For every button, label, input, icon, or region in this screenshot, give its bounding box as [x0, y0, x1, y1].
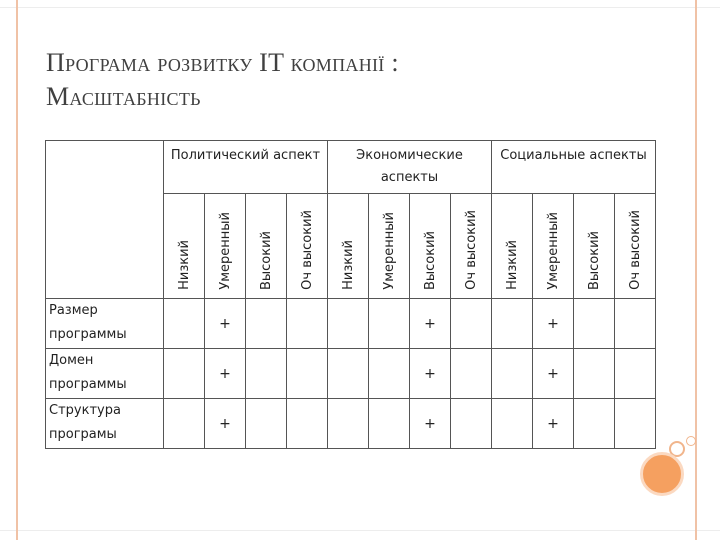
mark-cell: + [205, 399, 246, 449]
mark-cell [328, 299, 369, 349]
level-label: Оч высокий [627, 210, 643, 290]
mark-cell [574, 399, 615, 449]
level-header [451, 194, 492, 299]
level-header [574, 194, 615, 299]
level-header [287, 194, 328, 299]
level-label: Низкий [176, 240, 192, 290]
mark-cell [492, 349, 533, 399]
mark-cell [574, 349, 615, 399]
mark-cell: + [533, 399, 574, 449]
level-header [328, 194, 369, 299]
slide-title-line1: Програма розвитку IT компанії : [46, 48, 399, 77]
top-rule [0, 7, 720, 8]
mark-cell [164, 399, 205, 449]
row-label-size: Размер программы [46, 299, 164, 349]
level-header [246, 194, 287, 299]
mark-cell [164, 349, 205, 399]
mark-cell [615, 399, 656, 449]
mark-cell: + [533, 349, 574, 399]
mark-cell [246, 399, 287, 449]
level-label: Умеренный [217, 212, 233, 290]
mark-cell [615, 349, 656, 399]
mark-cell [328, 349, 369, 399]
mark-cell [164, 299, 205, 349]
mark-cell: + [205, 349, 246, 399]
mark-cell [287, 299, 328, 349]
level-label: Высокий [586, 230, 602, 290]
level-header [164, 194, 205, 299]
mark-cell [451, 399, 492, 449]
mark-cell [574, 299, 615, 349]
mark-cell [369, 399, 410, 449]
mark-cell [328, 399, 369, 449]
scale-table [45, 140, 656, 449]
mark-cell [615, 299, 656, 349]
level-header [615, 194, 656, 299]
row-label-domain: Домен программы [46, 349, 164, 399]
mark-cell: + [410, 299, 451, 349]
mark-cell: + [410, 349, 451, 399]
slide-title-line2: Масштабність [46, 82, 201, 111]
table-row [46, 399, 656, 449]
level-header [410, 194, 451, 299]
level-label: Умеренный [381, 212, 397, 290]
mark-cell [451, 299, 492, 349]
row-label-structure: Структура програмы [46, 399, 164, 449]
level-header [492, 194, 533, 299]
level-label: Высокий [258, 230, 274, 290]
level-label: Низкий [504, 240, 520, 290]
level-label: Низкий [340, 240, 356, 290]
mark-cell: + [533, 299, 574, 349]
mark-cell [369, 349, 410, 399]
left-accent-line [16, 0, 18, 540]
mark-cell [492, 299, 533, 349]
mark-cell [287, 399, 328, 449]
group-header-political: Политический аспект [164, 141, 328, 194]
mark-cell [492, 399, 533, 449]
slide-title [46, 46, 399, 114]
bottom-rule [0, 530, 720, 531]
level-header [533, 194, 574, 299]
level-label: Умеренный [545, 212, 561, 290]
mark-cell [246, 299, 287, 349]
group-header-economic: Экономические аспекты [328, 141, 492, 194]
decor-circle-tiny [686, 436, 696, 446]
table-row [46, 349, 656, 399]
level-label: Высокий [422, 230, 438, 290]
mark-cell: + [410, 399, 451, 449]
mark-cell [287, 349, 328, 399]
level-label: Оч высокий [463, 210, 479, 290]
mark-cell [246, 349, 287, 399]
group-header-social: Социальные аспекты [492, 141, 656, 194]
level-label: Оч высокий [299, 210, 315, 290]
mark-cell [451, 349, 492, 399]
table-row [46, 299, 656, 349]
decor-circle-large [640, 452, 684, 496]
mark-cell [369, 299, 410, 349]
level-header [205, 194, 246, 299]
right-accent-line [695, 0, 697, 540]
mark-cell: + [205, 299, 246, 349]
corner-cell [46, 141, 164, 299]
level-header [369, 194, 410, 299]
